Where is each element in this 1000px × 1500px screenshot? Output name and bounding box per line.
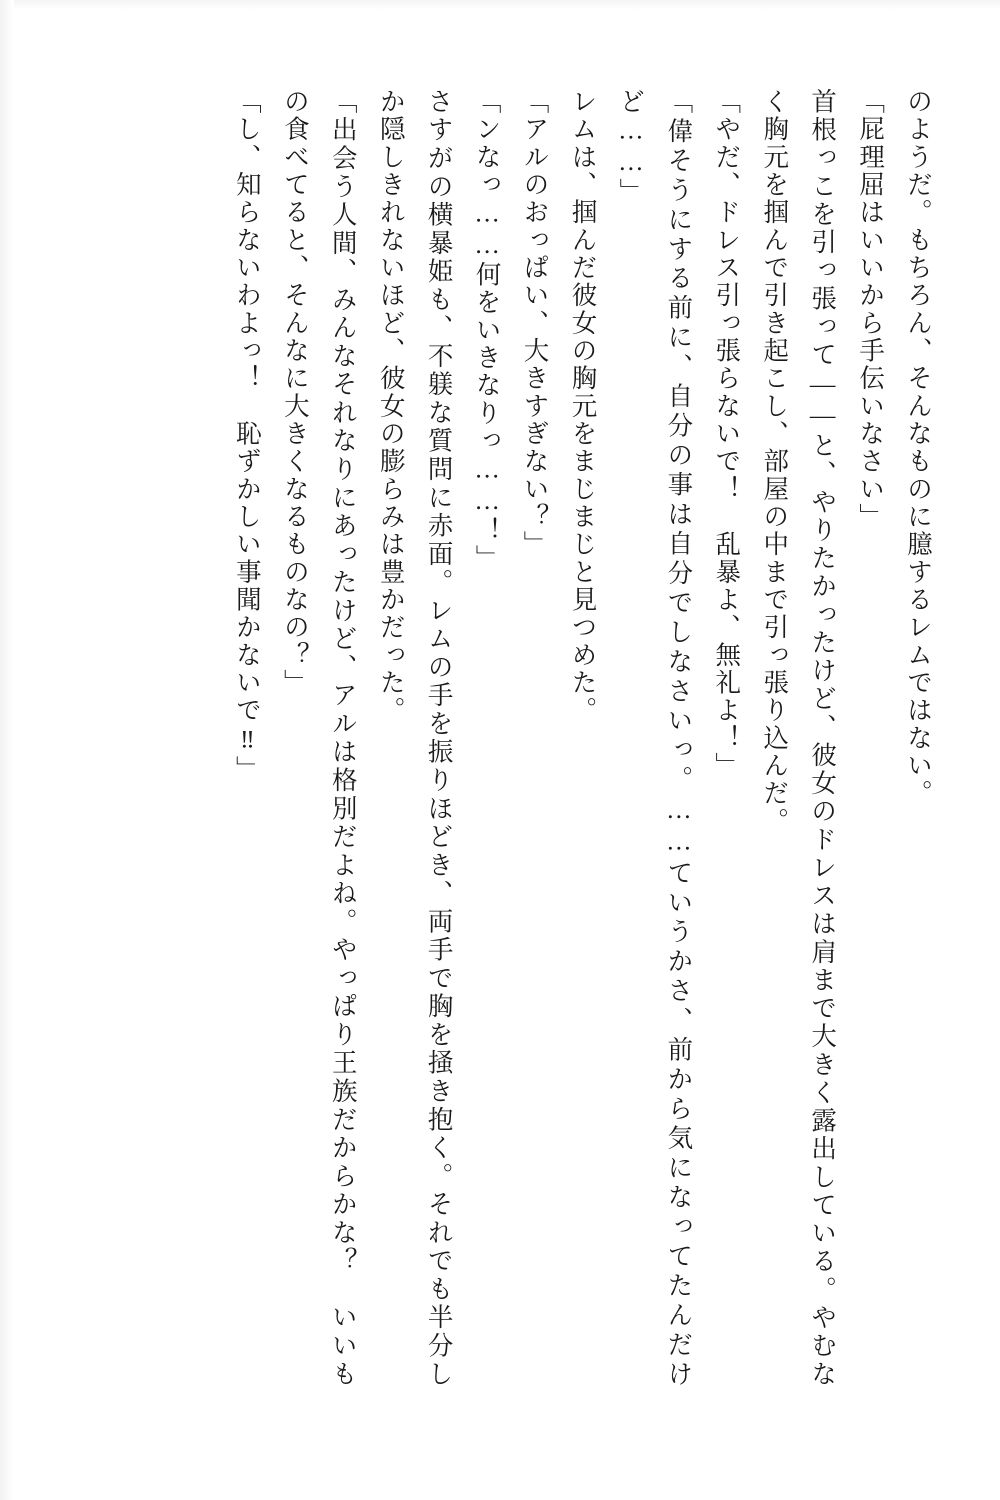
body-line: 「し、知らないわよっ！ 恥ずかしい事聞かないで‼」 (232, 88, 262, 784)
body-line: 「偉そうにする前に、自分の事は自分でしなさいっ。……ていうかさ、前から気になってたんだけど……」 (616, 88, 694, 1388)
body-line: 首根っこを引っ張って――と、やりたかったけど、彼女のドレスは肩まで大きく露出している。やむなく胸元を掴んで引き起こし、部屋の中まで引っ張り込んだ。 (760, 88, 838, 1388)
body-line: さすがの横暴姫も、不躾な質問に赤面。レムの手を振りほどき、両手で胸を掻き抱く。それでも半分しか隠しきれないほど、彼女の膨らみは豊かだった。 (376, 88, 454, 1388)
body-line: 「やだ、ドレス引っ張らないで！ 乱暴よ、無礼よ！」 (712, 88, 742, 780)
page-edge-shading-left (0, 0, 14, 1500)
body-line: レムは、掴んだ彼女の胸元をまじまじと見つめた。 (568, 88, 598, 725)
body-line: のようだ。もちろん、そんなものに臆するレムではない。 (904, 88, 933, 808)
body-line: 「出会う人間、みんなそれなりにあったけど、アルは格別だよね。やっぱり王族だからかな？ いいもの食べてると、そんなに大きくなるものなの？」 (280, 88, 358, 1388)
vertical-text-body (82, 88, 942, 1388)
body-line: 「アルのおっぱい、大きすぎない？」 (520, 88, 550, 559)
page-edge-shading-top (0, 0, 1000, 10)
body-line: 「ンなっ……何をいきなりっ……！」 (472, 88, 502, 573)
body-line: 「屁理屈はいいから手伝いなさい」 (856, 88, 886, 531)
